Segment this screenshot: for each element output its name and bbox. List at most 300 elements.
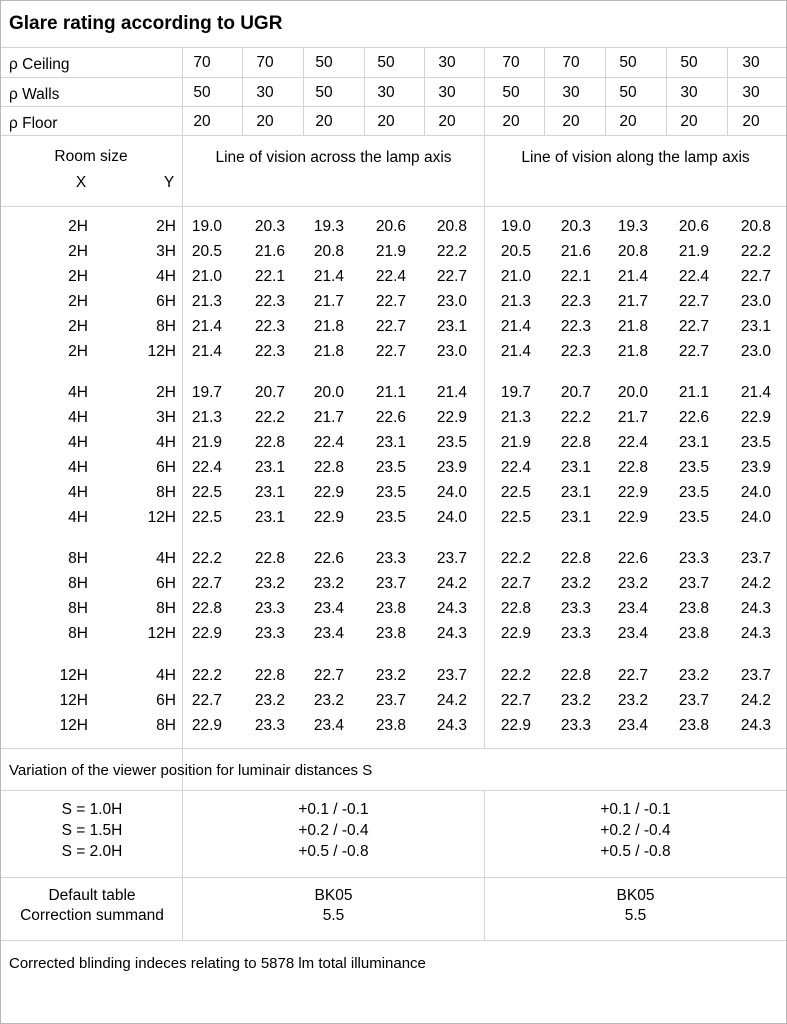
ugr-value-across: 22.7 <box>375 318 406 335</box>
viewer-distance-label: S = 1.0H <box>61 801 123 818</box>
ugr-value-along: 23.1 <box>560 509 591 526</box>
ugr-value-along: 23.2 <box>617 575 648 592</box>
ugr-value-across: 21.3 <box>191 409 222 426</box>
ugr-value-along: 22.3 <box>560 343 591 360</box>
ugr-value-along: 22.2 <box>500 667 531 684</box>
reflectance-value: 50 <box>680 54 698 71</box>
ugr-value-across: 22.4 <box>375 268 406 285</box>
ugr-value-along: 19.0 <box>500 218 531 235</box>
variation-across: +0.2 / -0.4 <box>298 822 369 839</box>
ugr-value-along: 22.8 <box>560 667 591 684</box>
correction-summand-label: Correction summand <box>20 907 164 924</box>
ugr-value-along: 20.8 <box>617 243 648 260</box>
ugr-value-along: 20.8 <box>740 218 771 235</box>
ugr-value-along: 21.9 <box>678 243 709 260</box>
ugr-value-across: 22.7 <box>191 575 222 592</box>
room-size-y: 3H <box>156 243 176 260</box>
column-divider <box>242 47 243 135</box>
ugr-value-across: 22.7 <box>436 268 467 285</box>
room-size-y: 6H <box>156 459 176 476</box>
ugr-value-along: 23.1 <box>560 459 591 476</box>
ugr-value-along: 22.9 <box>740 409 771 426</box>
ugr-value-across: 23.2 <box>313 692 344 709</box>
ugr-value-along: 23.4 <box>617 717 648 734</box>
room-size-y: 12H <box>147 509 176 526</box>
ugr-value-across: 22.8 <box>254 550 285 567</box>
ugr-value-across: 22.2 <box>436 243 467 260</box>
room-size-y-label: Y <box>163 174 175 191</box>
row-divider <box>1 106 786 107</box>
row-divider <box>1 748 786 749</box>
ugr-value-along: 23.4 <box>617 625 648 642</box>
ugr-value-along: 22.9 <box>617 509 648 526</box>
variation-across: +0.5 / -0.8 <box>298 843 369 860</box>
ugr-value-across: 23.5 <box>375 459 406 476</box>
ugr-value-across: 23.1 <box>375 434 406 451</box>
ugr-value-across: 23.1 <box>254 484 285 501</box>
room-size-y: 8H <box>156 600 176 617</box>
ugr-value-along: 22.7 <box>740 268 771 285</box>
ugr-value-across: 21.4 <box>436 384 467 401</box>
ugr-value-along: 24.0 <box>740 509 771 526</box>
reflectance-value: 20 <box>562 113 580 130</box>
default-table-across: BK05 <box>314 887 353 904</box>
reflectance-value: 50 <box>619 84 637 101</box>
ugr-value-along: 22.9 <box>617 484 648 501</box>
ugr-value-along: 23.3 <box>560 600 591 617</box>
ugr-value-across: 22.3 <box>254 293 285 310</box>
ugr-value-along: 19.7 <box>500 384 531 401</box>
reflectance-value: 50 <box>193 84 211 101</box>
ugr-value-across: 22.7 <box>313 667 344 684</box>
ugr-value-along: 23.5 <box>740 434 771 451</box>
room-size-y: 6H <box>156 575 176 592</box>
column-divider <box>544 47 545 135</box>
room-size-x: 8H <box>68 575 88 592</box>
reflectance-value: 30 <box>742 84 760 101</box>
ugr-value-along: 22.2 <box>560 409 591 426</box>
ugr-value-along: 22.8 <box>560 550 591 567</box>
ugr-value-along: 22.5 <box>500 484 531 501</box>
ugr-value-along: 23.7 <box>740 550 771 567</box>
ugr-value-across: 20.5 <box>191 243 222 260</box>
ugr-value-across: 23.1 <box>254 459 285 476</box>
correction-along: 5.5 <box>624 907 647 924</box>
ugr-value-along: 20.6 <box>678 218 709 235</box>
default-table-along: BK05 <box>616 887 655 904</box>
ugr-value-across: 23.7 <box>375 575 406 592</box>
ugr-value-across: 23.2 <box>254 575 285 592</box>
ugr-value-across: 24.0 <box>436 509 467 526</box>
reflectance-value: 30 <box>377 84 395 101</box>
room-size-y: 8H <box>156 717 176 734</box>
ugr-value-across: 21.8 <box>313 318 344 335</box>
ugr-value-along: 23.9 <box>740 459 771 476</box>
ugr-value-across: 23.3 <box>254 717 285 734</box>
ugr-value-across: 24.2 <box>436 575 467 592</box>
ugr-value-along: 24.2 <box>740 575 771 592</box>
ugr-value-across: 23.8 <box>375 600 406 617</box>
ugr-value-across: 22.6 <box>375 409 406 426</box>
ugr-value-across: 22.4 <box>313 434 344 451</box>
ugr-value-along: 21.9 <box>500 434 531 451</box>
reflectance-value: 20 <box>193 113 211 130</box>
ugr-value-across: 23.2 <box>375 667 406 684</box>
ugr-value-across: 19.7 <box>191 384 222 401</box>
ugr-value-along: 22.7 <box>678 293 709 310</box>
room-size-x: 4H <box>68 409 88 426</box>
ugr-value-along: 23.4 <box>617 600 648 617</box>
ugr-value-along: 22.2 <box>500 550 531 567</box>
ugr-value-along: 23.3 <box>678 550 709 567</box>
ugr-value-along: 22.9 <box>500 625 531 642</box>
viewer-distance-label: S = 2.0H <box>61 843 123 860</box>
ugr-value-across: 22.9 <box>436 409 467 426</box>
ugr-value-across: 22.5 <box>191 484 222 501</box>
ugr-value-across: 22.3 <box>254 318 285 335</box>
ugr-value-along: 23.1 <box>678 434 709 451</box>
ugr-value-across: 20.0 <box>313 384 344 401</box>
row-divider <box>1 790 786 791</box>
room-size-y: 4H <box>156 667 176 684</box>
room-size-label: Room size <box>54 148 128 165</box>
reflectance-value: 20 <box>315 113 333 130</box>
ugr-value-along: 20.5 <box>500 243 531 260</box>
ugr-value-across: 22.3 <box>254 343 285 360</box>
ugr-value-along: 22.3 <box>560 318 591 335</box>
reflectance-value: 50 <box>502 84 520 101</box>
ugr-value-along: 22.4 <box>678 268 709 285</box>
reflectance-value: 20 <box>619 113 637 130</box>
ugr-value-across: 20.8 <box>436 218 467 235</box>
ugr-value-along: 24.3 <box>740 600 771 617</box>
ugr-value-along: 23.0 <box>740 343 771 360</box>
reflectance-value: 30 <box>742 54 760 71</box>
ugr-value-along: 22.2 <box>740 243 771 260</box>
variation-title: Variation of the viewer position for luminair distances S <box>9 762 373 779</box>
ugr-value-along: 21.4 <box>500 318 531 335</box>
ugr-value-along: 23.8 <box>678 600 709 617</box>
row-divider <box>1 206 786 207</box>
reflectance-value: 70 <box>193 54 211 71</box>
ugr-value-along: 23.8 <box>678 625 709 642</box>
ugr-value-across: 24.2 <box>436 692 467 709</box>
ugr-value-along: 21.3 <box>500 293 531 310</box>
room-size-y: 8H <box>156 318 176 335</box>
ugr-value-across: 20.6 <box>375 218 406 235</box>
room-size-y: 4H <box>156 434 176 451</box>
room-size-x: 12H <box>59 717 88 734</box>
ugr-value-across: 24.3 <box>436 625 467 642</box>
room-size-x: 2H <box>68 268 88 285</box>
reflectance-value: 30 <box>256 84 274 101</box>
room-size-y: 8H <box>156 484 176 501</box>
ugr-value-across: 23.4 <box>313 625 344 642</box>
ugr-value-across: 23.4 <box>313 717 344 734</box>
reflectance-value: 30 <box>438 54 456 71</box>
correction-across: 5.5 <box>322 907 345 924</box>
ugr-value-across: 21.4 <box>313 268 344 285</box>
ugr-value-across: 20.3 <box>254 218 285 235</box>
ugr-value-along: 21.6 <box>560 243 591 260</box>
reflectance-label: ρ Ceiling <box>9 56 70 73</box>
ugr-value-across: 22.8 <box>254 434 285 451</box>
room-size-y: 2H <box>156 384 176 401</box>
ugr-value-across: 20.7 <box>254 384 285 401</box>
ugr-value-across: 23.5 <box>375 509 406 526</box>
ugr-value-along: 21.8 <box>617 343 648 360</box>
room-size-x: 4H <box>68 509 88 526</box>
ugr-value-across: 21.1 <box>375 384 406 401</box>
ugr-value-along: 21.1 <box>678 384 709 401</box>
ugr-value-along: 24.3 <box>740 625 771 642</box>
reflectance-value: 20 <box>502 113 520 130</box>
ugr-value-across: 19.0 <box>191 218 222 235</box>
reflectance-value: 30 <box>680 84 698 101</box>
room-size-x: 2H <box>68 293 88 310</box>
room-size-x: 12H <box>59 667 88 684</box>
ugr-value-across: 22.8 <box>191 600 222 617</box>
ugr-value-across: 22.7 <box>191 692 222 709</box>
ugr-value-across: 22.1 <box>254 268 285 285</box>
ugr-value-along: 23.7 <box>740 667 771 684</box>
reflectance-value: 50 <box>315 54 333 71</box>
ugr-value-along: 23.0 <box>740 293 771 310</box>
ugr-value-along: 23.5 <box>678 509 709 526</box>
ugr-value-across: 23.4 <box>313 600 344 617</box>
reflectance-value: 20 <box>680 113 698 130</box>
ugr-value-across: 22.7 <box>375 343 406 360</box>
ugr-value-across: 21.4 <box>191 343 222 360</box>
column-divider <box>484 135 485 206</box>
variation-along: +0.1 / -0.1 <box>600 801 671 818</box>
room-size-y: 2H <box>156 218 176 235</box>
room-size-x: 4H <box>68 459 88 476</box>
reflectance-value: 50 <box>619 54 637 71</box>
room-size-x: 2H <box>68 218 88 235</box>
ugr-value-across: 21.8 <box>313 343 344 360</box>
ugr-value-along: 23.5 <box>678 459 709 476</box>
ugr-value-across: 23.5 <box>436 434 467 451</box>
ugr-value-along: 22.8 <box>560 434 591 451</box>
ugr-value-across: 23.0 <box>436 293 467 310</box>
room-size-y: 4H <box>156 550 176 567</box>
variation-across: +0.1 / -0.1 <box>298 801 369 818</box>
ugr-value-along: 22.6 <box>678 409 709 426</box>
ugr-value-across: 23.7 <box>375 692 406 709</box>
ugr-value-along: 23.1 <box>740 318 771 335</box>
room-size-x: 2H <box>68 243 88 260</box>
ugr-value-along: 23.2 <box>678 667 709 684</box>
room-size-x: 4H <box>68 384 88 401</box>
ugr-value-along: 23.8 <box>678 717 709 734</box>
ugr-value-across: 23.7 <box>436 667 467 684</box>
ugr-value-across: 24.3 <box>436 717 467 734</box>
room-size-y: 3H <box>156 409 176 426</box>
variation-along: +0.2 / -0.4 <box>600 822 671 839</box>
ugr-value-across: 22.5 <box>191 509 222 526</box>
ugr-value-along: 20.7 <box>560 384 591 401</box>
along-axis-header: Line of vision along the lamp axis <box>521 149 750 166</box>
ugr-value-across: 23.7 <box>436 550 467 567</box>
ugr-value-along: 22.4 <box>500 459 531 476</box>
reflectance-value: 50 <box>315 84 333 101</box>
ugr-value-along: 21.4 <box>500 343 531 360</box>
ugr-value-across: 23.2 <box>313 575 344 592</box>
variation-along: +0.5 / -0.8 <box>600 843 671 860</box>
ugr-value-across: 23.5 <box>375 484 406 501</box>
reflectance-value: 20 <box>377 113 395 130</box>
ugr-value-across: 22.9 <box>313 509 344 526</box>
footer-note: Corrected blinding indeces relating to 5878 lm total illuminance <box>9 955 426 972</box>
room-size-x: 8H <box>68 625 88 642</box>
viewer-distance-label: S = 1.5H <box>61 822 123 839</box>
ugr-value-along: 22.8 <box>617 459 648 476</box>
ugr-value-across: 23.9 <box>436 459 467 476</box>
ugr-value-across: 23.3 <box>375 550 406 567</box>
ugr-value-along: 22.7 <box>500 575 531 592</box>
ugr-value-along: 22.8 <box>500 600 531 617</box>
ugr-value-along: 21.8 <box>617 318 648 335</box>
reflectance-value: 30 <box>562 84 580 101</box>
ugr-value-across: 21.3 <box>191 293 222 310</box>
ugr-value-across: 21.6 <box>254 243 285 260</box>
ugr-value-along: 23.2 <box>560 575 591 592</box>
ugr-value-across: 22.9 <box>313 484 344 501</box>
ugr-value-along: 22.7 <box>678 318 709 335</box>
ugr-value-along: 23.7 <box>678 692 709 709</box>
ugr-value-along: 24.2 <box>740 692 771 709</box>
room-size-x: 12H <box>59 692 88 709</box>
ugr-value-across: 22.8 <box>313 459 344 476</box>
ugr-value-across: 21.4 <box>191 318 222 335</box>
ugr-value-across: 22.6 <box>313 550 344 567</box>
ugr-value-across: 22.7 <box>375 293 406 310</box>
column-divider <box>605 47 606 135</box>
ugr-value-across: 23.2 <box>254 692 285 709</box>
ugr-value-across: 22.4 <box>191 459 222 476</box>
ugr-value-across: 23.1 <box>254 509 285 526</box>
room-size-x: 8H <box>68 550 88 567</box>
room-size-y: 4H <box>156 268 176 285</box>
ugr-value-along: 20.3 <box>560 218 591 235</box>
ugr-value-along: 23.2 <box>560 692 591 709</box>
page-title: Glare rating according to UGR <box>9 13 283 34</box>
room-size-y: 6H <box>156 692 176 709</box>
ugr-value-along: 21.0 <box>500 268 531 285</box>
ugr-value-along: 24.3 <box>740 717 771 734</box>
ugr-value-along: 22.7 <box>500 692 531 709</box>
ugr-value-across: 22.8 <box>254 667 285 684</box>
ugr-value-across: 22.9 <box>191 625 222 642</box>
reflectance-value: 70 <box>256 54 274 71</box>
ugr-value-across: 21.9 <box>375 243 406 260</box>
ugr-value-across: 21.0 <box>191 268 222 285</box>
reflectance-value: 30 <box>438 84 456 101</box>
ugr-value-along: 22.4 <box>617 434 648 451</box>
room-size-x-label: X <box>75 174 87 191</box>
column-divider <box>727 47 728 135</box>
reflectance-value: 70 <box>502 54 520 71</box>
ugr-value-along: 22.7 <box>617 667 648 684</box>
ugr-value-along: 23.5 <box>678 484 709 501</box>
reflectance-value: 20 <box>438 113 456 130</box>
row-divider <box>1 940 786 941</box>
room-size-x: 4H <box>68 484 88 501</box>
ugr-value-across: 23.0 <box>436 343 467 360</box>
ugr-value-across: 21.7 <box>313 409 344 426</box>
reflectance-label: ρ Floor <box>9 115 58 132</box>
ugr-value-across: 23.3 <box>254 625 285 642</box>
reflectance-value: 20 <box>256 113 274 130</box>
ugr-value-across: 22.2 <box>191 667 222 684</box>
default-table-label: Default table <box>48 887 136 904</box>
ugr-value-along: 19.3 <box>617 218 648 235</box>
ugr-value-along: 22.1 <box>560 268 591 285</box>
ugr-value-across: 23.8 <box>375 717 406 734</box>
ugr-value-across: 21.7 <box>313 293 344 310</box>
ugr-value-along: 20.0 <box>617 384 648 401</box>
ugr-value-across: 20.8 <box>313 243 344 260</box>
reflectance-value: 20 <box>742 113 760 130</box>
column-divider <box>424 47 425 135</box>
ugr-value-across: 22.9 <box>191 717 222 734</box>
ugr-value-along: 22.7 <box>678 343 709 360</box>
ugr-value-along: 21.4 <box>617 268 648 285</box>
ugr-value-across: 22.2 <box>254 409 285 426</box>
room-size-y: 12H <box>147 625 176 642</box>
ugr-value-along: 23.3 <box>560 625 591 642</box>
ugr-value-across: 19.3 <box>313 218 344 235</box>
ugr-value-along: 21.3 <box>500 409 531 426</box>
ugr-value-along: 22.6 <box>617 550 648 567</box>
ugr-value-along: 21.4 <box>740 384 771 401</box>
column-divider <box>666 47 667 135</box>
ugr-value-along: 23.7 <box>678 575 709 592</box>
room-size-x: 4H <box>68 434 88 451</box>
reflectance-value: 50 <box>377 54 395 71</box>
row-divider <box>1 877 786 878</box>
ugr-value-along: 23.1 <box>560 484 591 501</box>
ugr-value-along: 24.0 <box>740 484 771 501</box>
ugr-value-across: 23.8 <box>375 625 406 642</box>
ugr-value-across: 21.9 <box>191 434 222 451</box>
ugr-value-along: 22.5 <box>500 509 531 526</box>
column-divider <box>484 47 485 135</box>
room-size-x: 8H <box>68 600 88 617</box>
room-size-x: 2H <box>68 343 88 360</box>
ugr-value-along: 22.9 <box>500 717 531 734</box>
room-size-y: 12H <box>147 343 176 360</box>
ugr-value-across: 22.2 <box>191 550 222 567</box>
reflectance-label: ρ Walls <box>9 86 60 103</box>
room-size-x: 2H <box>68 318 88 335</box>
column-divider <box>364 47 365 135</box>
row-divider <box>1 77 786 78</box>
row-divider <box>1 135 786 136</box>
ugr-value-across: 24.3 <box>436 600 467 617</box>
across-axis-header: Line of vision across the lamp axis <box>215 149 452 166</box>
ugr-value-across: 23.3 <box>254 600 285 617</box>
ugr-value-along: 22.3 <box>560 293 591 310</box>
ugr-value-along: 23.2 <box>617 692 648 709</box>
ugr-value-along: 23.3 <box>560 717 591 734</box>
reflectance-value: 70 <box>562 54 580 71</box>
room-size-y: 6H <box>156 293 176 310</box>
ugr-value-along: 21.7 <box>617 409 648 426</box>
ugr-value-along: 21.7 <box>617 293 648 310</box>
row-divider <box>1 47 786 48</box>
